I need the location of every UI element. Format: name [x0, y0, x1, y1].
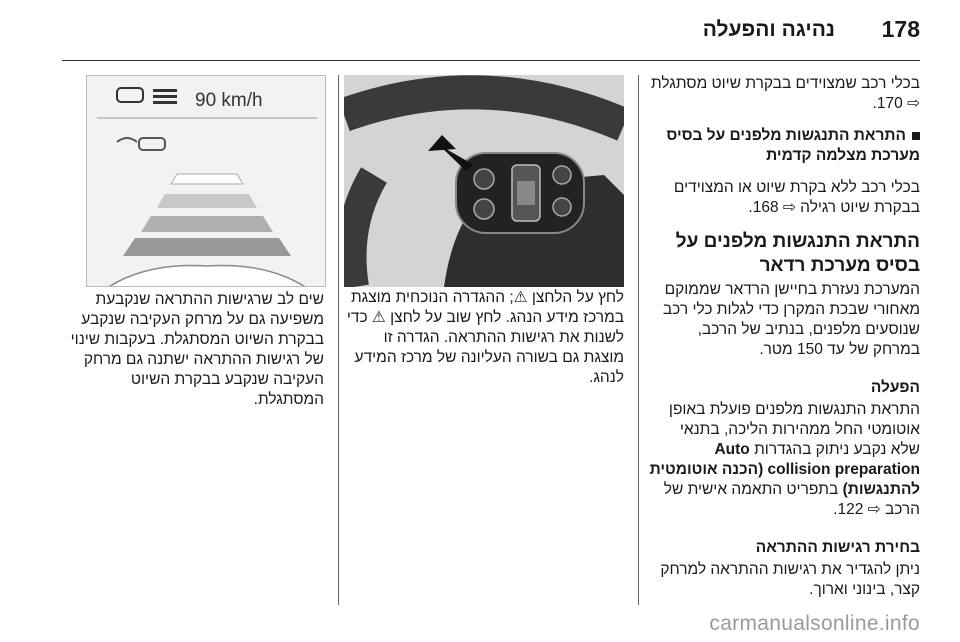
driver-info-display-figure: [86, 75, 326, 287]
dash-display-illustration: [87, 76, 326, 287]
header-title: נהיגה והפעלה: [702, 18, 835, 41]
sensitivity-heading: בחירת רגישות ההתראה: [755, 539, 920, 556]
column-right: [648, 74, 920, 612]
camera-fcw-heading: התראת התנגשות מלפנים על בסיס מערכת מצלמה קדמית: [666, 127, 920, 164]
distance-bars-icon: [153, 89, 177, 104]
column-middle: [344, 288, 624, 400]
header-divider: [62, 60, 920, 61]
activation-paragraph: התראת התנגשות מלפנים פועלת באופן אוטומטי החל ממהירות הליכה, בתנאי שלא נקבע ניתוק בהגדרות Auto collision preparation (הכנה אוטומטית להתנגשות) בתפריט התאמה אישית של הרכב ⇨ 122.: [649, 401, 920, 518]
column-divider-right: [638, 75, 639, 605]
radar-fcw-paragraph: המערכת נעזרת בחיישן הרדאר שממוקם מאחורי שבכת המקרן כדי לגלות כלי רכב שנוסעים מלפנים, בנתיב של הרכב, במרחק של עד 150 מטר.: [662, 281, 920, 358]
watermark: carmanualsonline.info: [709, 612, 920, 635]
radar-fcw-title: התראת התנגשות מלפנים על בסיס מערכת רדאר: [675, 231, 920, 276]
acc-paragraph: בכלי רכב שמצוידים בבקרת שיוט מסתגלת ⇨ 170.: [651, 75, 920, 112]
speed-readout: 90 km/h: [195, 90, 263, 111]
auto-collision-term: Auto collision preparation (הכנה אוטומטית להתנגשות): [649, 441, 920, 498]
sensitivity-note-paragraph: שים לב שרגישות ההתראה שנקבעת משפיעה גם על מרחק העקיבה שנקבע בבקרת השיוט המסתגלת. בעקבות שינוי של רגישות ההתראה ישתנה גם מרחק העקיבה שנקבע בבקרת השיוט המסתגלת.: [70, 291, 324, 408]
column-left: [58, 290, 324, 422]
column-divider-left: [338, 75, 339, 605]
bullet-square-icon: [912, 132, 920, 140]
sensitivity-paragraph: ניתן להגדיר את רגישות ההתראה למרחק קצר, בינוני וארוך.: [660, 561, 920, 598]
sensitivity-button-paragraph: לחץ על הלחצן ⚠; ההגדרה הנוכחית מוצגת במרכז מידע הנהג. לחץ שוב על לחצן ⚠ כדי לשנות את רגישות ההתראה. הגדרה זו מוצגת גם בשורה העליונה של מרכז המידע לנהג.: [346, 289, 624, 386]
camera-fcw-paragraph: בכלי רכב ללא בקרת שיוט או המצוידים בבקרת שיוט רגילה ⇨ 168.: [673, 179, 920, 216]
page-number: 178: [881, 16, 920, 42]
steering-wheel-illustration: [344, 75, 624, 287]
activation-heading: הפעלה: [870, 379, 920, 396]
steering-wheel-figure: [344, 75, 624, 287]
